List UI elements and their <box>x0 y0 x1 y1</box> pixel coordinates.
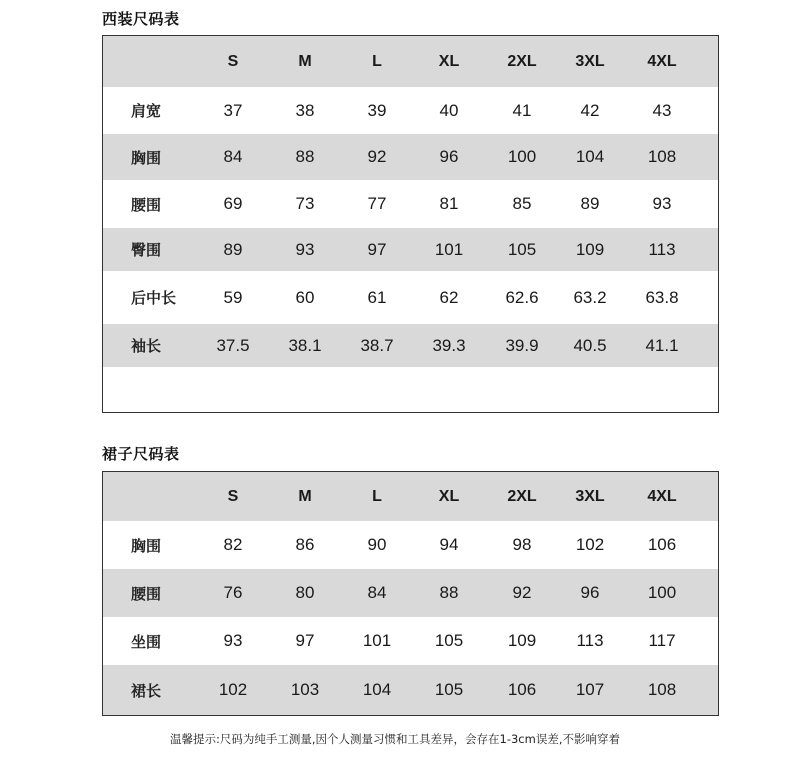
size-header-m: M <box>298 487 312 505</box>
table-cell: 117 <box>648 631 676 650</box>
table-cell: 81 <box>439 194 459 213</box>
table-cell: 59 <box>223 287 243 307</box>
table-cell: 82 <box>223 535 243 554</box>
table-cell: 37.5 <box>216 335 250 355</box>
row-label: 坐围 <box>131 632 162 651</box>
row-label: 袖长 <box>131 337 162 355</box>
row-label: 胸围 <box>131 536 162 555</box>
row-label: 胸围 <box>131 148 162 167</box>
table-cell: 41 <box>512 100 532 120</box>
table-cell: 97 <box>295 631 315 650</box>
table-cell: 39.3 <box>432 335 466 355</box>
table-row <box>103 134 718 180</box>
table-cell: 109 <box>575 239 605 259</box>
size-header-s: S <box>227 52 239 70</box>
table-cell: 92 <box>367 147 387 166</box>
table-cell: 102 <box>575 535 605 554</box>
table-cell: 105 <box>434 631 464 650</box>
table-cell: 42 <box>580 100 600 120</box>
row-label: 后中长 <box>131 289 177 307</box>
table-cell: 90 <box>367 535 387 554</box>
size-header-xl: XL <box>438 487 460 505</box>
table-cell: 38 <box>295 100 315 120</box>
table-cell: 109 <box>507 631 537 650</box>
table-cell: 113 <box>576 631 604 650</box>
table-cell: 85 <box>512 194 532 213</box>
table-cell: 62.6 <box>505 287 539 307</box>
table-cell: 98 <box>512 535 532 554</box>
table-row <box>103 271 718 324</box>
table-cell: 62 <box>439 287 459 307</box>
table-row <box>103 617 718 665</box>
size-header-4xl: 4XL <box>647 52 677 70</box>
table-cell: 76 <box>223 583 243 602</box>
skirt-size-chart-title: 裙子尺码表 <box>102 445 180 463</box>
table-cell: 73 <box>295 194 315 213</box>
table-cell: 63.8 <box>645 287 679 307</box>
table-row <box>103 87 718 134</box>
table-row <box>103 521 718 569</box>
table-cell: 38.7 <box>360 335 394 355</box>
size-header-3xl: 3XL <box>575 52 605 70</box>
table-cell: 41.1 <box>645 335 679 355</box>
table-cell: 38.1 <box>288 335 322 355</box>
table-cell: 100 <box>507 147 537 166</box>
table-cell: 100 <box>647 583 677 602</box>
table-row <box>103 569 718 617</box>
table-cell: 93 <box>295 239 315 259</box>
table-cell: 92 <box>512 583 532 602</box>
table-cell: 63.2 <box>573 287 607 307</box>
table-cell: 103 <box>290 680 320 699</box>
table-cell: 39 <box>367 100 387 120</box>
header-row <box>103 36 718 87</box>
table-cell: 89 <box>580 194 600 213</box>
table-cell: 77 <box>367 194 387 213</box>
table-cell: 37 <box>223 100 243 120</box>
table-cell: 101 <box>434 239 464 259</box>
table-cell: 69 <box>223 194 243 213</box>
table-cell: 96 <box>439 147 459 166</box>
suit-size-chart-title: 西装尺码表 <box>102 10 180 28</box>
table-cell: 86 <box>295 535 315 554</box>
table-cell: 102 <box>218 680 248 699</box>
size-header-2xl: 2XL <box>507 52 537 70</box>
table-cell: 106 <box>507 680 537 699</box>
size-header-3xl: 3XL <box>575 487 605 505</box>
size-header-l: L <box>372 52 382 70</box>
table-cell: 97 <box>367 239 387 259</box>
table-cell: 89 <box>223 239 243 259</box>
table-row <box>103 665 718 715</box>
table-cell: 104 <box>362 680 392 699</box>
table-cell: 88 <box>295 147 315 166</box>
table-row <box>103 228 718 271</box>
size-header-4xl: 4XL <box>647 487 677 505</box>
table-cell: 84 <box>223 147 243 166</box>
table-cell: 94 <box>439 535 459 554</box>
row-label: 腰围 <box>131 584 162 603</box>
table-cell: 105 <box>507 239 537 259</box>
table-row <box>103 324 718 367</box>
table-cell: 88 <box>439 583 459 602</box>
table-cell: 96 <box>580 583 600 602</box>
row-label: 腰围 <box>131 195 162 214</box>
suit-size-table <box>102 35 719 413</box>
table-cell: 61 <box>367 287 387 307</box>
size-header-xl: XL <box>438 52 460 70</box>
table-cell: 107 <box>575 680 605 699</box>
table-cell: 40 <box>439 100 459 120</box>
table-cell: 84 <box>367 583 387 602</box>
table-cell: 108 <box>647 680 677 699</box>
size-footnote: 温馨提示:尺码为纯手工测量,因个人测量习惯和工具差异，会存在1-3cm误差,不影响穿着 <box>170 732 620 746</box>
size-header-s: S <box>227 487 239 505</box>
header-row <box>103 472 718 521</box>
skirt-size-table <box>102 471 719 716</box>
table-cell: 60 <box>295 287 315 307</box>
size-header-2xl: 2XL <box>507 487 537 505</box>
size-header-m: M <box>298 52 312 70</box>
table-cell: 93 <box>652 194 672 213</box>
table-cell: 101 <box>362 631 392 650</box>
table-cell: 93 <box>223 631 243 650</box>
row-label: 臀围 <box>131 241 162 259</box>
table-row <box>103 180 718 228</box>
row-label: 肩宽 <box>131 102 162 120</box>
table-cell: 43 <box>652 100 672 120</box>
table-cell: 113 <box>648 239 676 259</box>
row-label: 裙长 <box>131 681 162 700</box>
table-cell: 40.5 <box>573 335 607 355</box>
size-header-l: L <box>372 487 382 505</box>
table-cell: 80 <box>295 583 315 602</box>
table-cell: 106 <box>647 535 677 554</box>
table-cell: 39.9 <box>505 335 539 355</box>
table-cell: 104 <box>575 147 605 166</box>
table-cell: 108 <box>647 147 677 166</box>
table-cell: 105 <box>434 680 464 699</box>
